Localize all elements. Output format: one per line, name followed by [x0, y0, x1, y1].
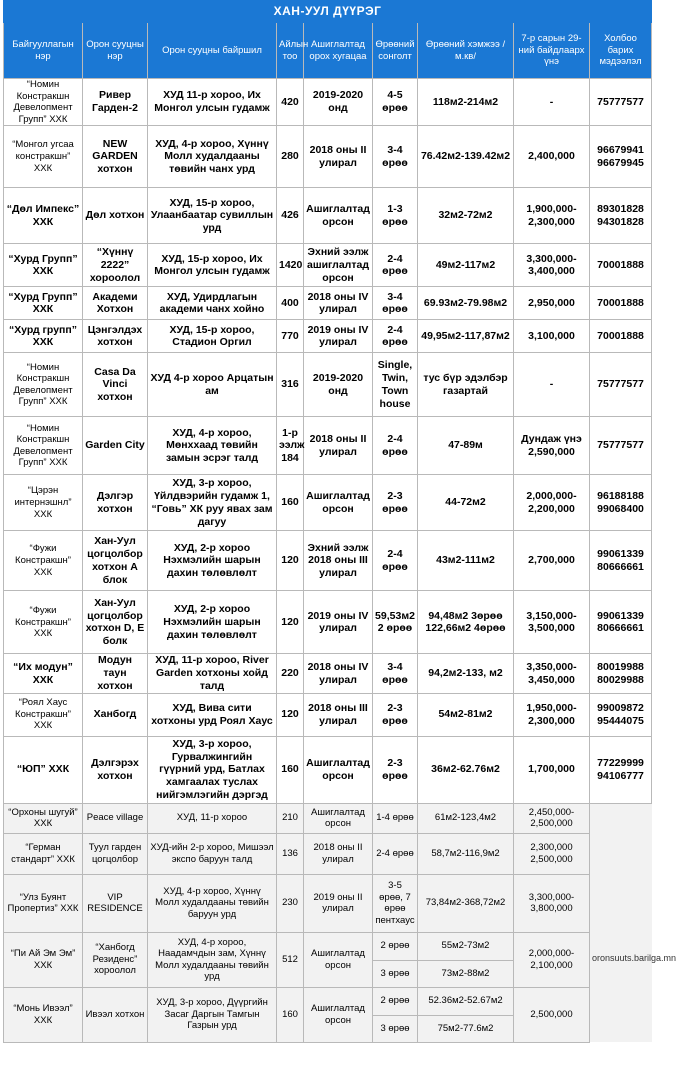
cell-developer: “Фужи Констракшн” ХХК — [4, 591, 83, 654]
cell-price: - — [514, 79, 590, 126]
table-row — [4, 244, 652, 287]
cell-project: Ивээл хотхон — [83, 987, 148, 1042]
table-row — [4, 353, 652, 417]
cell-rooms: 3-5 өрөө, 7 өрөө пентхаус — [373, 874, 418, 932]
cell-rooms: 1-4 өрөө — [373, 803, 418, 833]
cell-completion: Эхний ээлж 2018 оны III улирал — [304, 531, 373, 591]
cell-location: ХУД-ийн 2-р хороо, Мишээл экспо баруун талд — [148, 833, 277, 874]
table-row — [4, 833, 652, 874]
cell-completion: 2019-2020 онд — [304, 353, 373, 417]
cell-project: Ривер Гарден-2 — [83, 79, 148, 126]
cell-completion: 2018 оны III улирал — [304, 693, 373, 736]
cell-price: 1,700,000 — [514, 736, 590, 803]
cell-project: Garden City — [83, 417, 148, 475]
cell-developer: “Монь Ивээл” ХХК — [4, 987, 83, 1042]
table-row — [4, 736, 652, 803]
cell-location: ХУД, 2-р хороо Нэхмэлийн шарын дахин төлөвлөлт — [148, 531, 277, 591]
cell-price: 2,300,000 2,500,000 — [514, 833, 590, 874]
cell-rooms: 2-4 өрөө — [373, 244, 418, 287]
table-row — [4, 188, 652, 244]
cell-rooms: Single, Twin, Town house — [373, 353, 418, 417]
cell-phone: 99009872 95444075 — [590, 693, 652, 736]
cell-area: 36м2-62.76м2 — [418, 736, 514, 803]
cell-location: ХУД, 15-р хороо, Их Монгол улсын гудамж — [148, 244, 277, 287]
cell-area: 58,7м2-116,9м2 — [418, 833, 514, 874]
cell-rooms: 4-5 өрөө — [373, 79, 418, 126]
table-row — [4, 591, 652, 654]
cell-area: 44-72м2 — [418, 475, 514, 531]
cell-location: ХУД, 3-р хороо, Үйлдвэрийн гудамж 1, “Говь” ХК руу явах зам дагуу — [148, 475, 277, 531]
cell-location: ХУД, Удирдлагын академи чанх хойно — [148, 287, 277, 320]
table-row — [4, 126, 652, 188]
cell-units: 160 — [277, 475, 304, 531]
table-row — [4, 987, 652, 1015]
blank-cell — [590, 803, 652, 874]
cell-location: ХУД, 15-р хороо, Улаанбаатар сувиллын урд — [148, 188, 277, 244]
cell-project: Модун таун хотхон — [83, 654, 148, 693]
table-row — [4, 79, 652, 126]
cell-phone: 99061339 80666661 — [590, 591, 652, 654]
cell-rooms: 2-4 өрөө — [373, 531, 418, 591]
cell-project: Дөл хотхон — [83, 188, 148, 244]
cell-location: ХУД, 2-р хороо Нэхмэлийн шарын дахин төлөвлөлт — [148, 591, 277, 654]
page-title: ХАН-УУЛ ДҮҮРЭГ — [4, 1, 652, 23]
cell-location: ХУД, 4-р хороо, Хүннү Молл худалдааны төвийн баруун урд — [148, 874, 277, 932]
cell-price: 2,500,000 — [514, 987, 590, 1042]
cell-area: 49,95м2-117,87м2 — [418, 320, 514, 353]
col-header-developer: Байгууллагын нэр — [4, 23, 83, 79]
cell-area: 75м2-77.6м2 — [418, 1015, 514, 1042]
cell-project: Ханбогд — [83, 693, 148, 736]
cell-price: Дундаж үнэ 2,590,000 — [514, 417, 590, 475]
cell-area: 76.42м2-139.42м2 — [418, 126, 514, 188]
cell-area: 32м2-72м2 — [418, 188, 514, 244]
cell-developer: “ЮП” ХХК — [4, 736, 83, 803]
cell-units: 400 — [277, 287, 304, 320]
table-row — [4, 417, 652, 475]
cell-project: Дэлгэр хотхон — [83, 475, 148, 531]
cell-project: Хан-Уул цогцолбор хотхон А блок — [83, 531, 148, 591]
cell-units: 1420 — [277, 244, 304, 287]
cell-phone: 75777577 — [590, 353, 652, 417]
cell-units: 316 — [277, 353, 304, 417]
cell-phone: 99061339 80666661 — [590, 531, 652, 591]
cell-project: VIP RESIDENCE — [83, 874, 148, 932]
cell-completion: 2019-2020 онд — [304, 79, 373, 126]
col-header-price: 7-р сарын 29-ний байдлаарх үнэ — [514, 23, 590, 79]
cell-area: 73м2-88м2 — [418, 960, 514, 987]
cell-project: Peace village — [83, 803, 148, 833]
cell-units: 770 — [277, 320, 304, 353]
cell-phone: 75777577 — [590, 79, 652, 126]
cell-location: ХУД, 11-р хороо — [148, 803, 277, 833]
cell-location: ХУД, 15-р хороо, Стадион Оргил — [148, 320, 277, 353]
table-body-main — [4, 79, 652, 804]
cell-developer: “Улз Буянт Пропертиз” ХХК — [4, 874, 83, 932]
cell-developer: “Номин Констракшн Девелопмент Групп” ХХК — [4, 417, 83, 475]
cell-price: 1,900,000-2,300,000 — [514, 188, 590, 244]
col-header-rooms: Өрөөний сонголт — [373, 23, 418, 79]
cell-units: 160 — [277, 736, 304, 803]
cell-rooms: 2-3 өрөө — [373, 693, 418, 736]
cell-completion: 2019 оны II улирал — [304, 874, 373, 932]
cell-price: 1,950,000-2,300,000 — [514, 693, 590, 736]
cell-phone: 77229999 94106777 — [590, 736, 652, 803]
cell-location: ХУД, 4-р хороо, Хүннү Молл худалдааны төвийн чанх урд — [148, 126, 277, 188]
cell-units: 420 — [277, 79, 304, 126]
cell-project: Дэлгэрэх хотхон — [83, 736, 148, 803]
cell-rooms: 3-4 өрөө — [373, 654, 418, 693]
table-row — [4, 874, 652, 932]
cell-price: 2,400,000 — [514, 126, 590, 188]
source-credit: oronsuuts.barilga.mn — [590, 874, 652, 1042]
cell-completion: Ашиглалтад орсон — [304, 475, 373, 531]
cell-completion: 2019 оны IV улирал — [304, 591, 373, 654]
cell-developer: “Пи Ай Эм Эм” ХХК — [4, 932, 83, 987]
table-row — [4, 803, 652, 833]
cell-area: 94,2м2-133, м2 — [418, 654, 514, 693]
cell-area: 54м2-81м2 — [418, 693, 514, 736]
cell-price: 2,000,000-2,100,000 — [514, 932, 590, 987]
table-row — [4, 932, 652, 960]
cell-units: 426 — [277, 188, 304, 244]
col-header-phone: Холбоо барих мэдээлэл — [590, 23, 652, 79]
cell-completion: Эхний ээлж ашиглалтад орсон — [304, 244, 373, 287]
cell-project: NEW GARDEN хотхон — [83, 126, 148, 188]
cell-rooms: 2-4 өрөө — [373, 833, 418, 874]
cell-price: 3,300,000-3,800,000 — [514, 874, 590, 932]
cell-developer: “Роял Хаус Констракшн” ХХК — [4, 693, 83, 736]
cell-phone: 70001888 — [590, 320, 652, 353]
cell-developer: “Монгол угсаа констракшн” ХХК — [4, 126, 83, 188]
cell-completion: 2019 оны IV улирал — [304, 320, 373, 353]
cell-developer: “Хурд Групп” ХХК — [4, 287, 83, 320]
cell-developer: “Герман стандарт” ХХК — [4, 833, 83, 874]
cell-location: ХУД 4-р хороо Арцатын ам — [148, 353, 277, 417]
cell-developer: “Хурд Групп” ХХК — [4, 244, 83, 287]
cell-location: ХУД, 11-р хороо, River Garden хотхоны хойд талд — [148, 654, 277, 693]
cell-phone: 70001888 — [590, 287, 652, 320]
cell-area: 55м2-73м2 — [418, 932, 514, 960]
cell-project: Академи Хотхон — [83, 287, 148, 320]
cell-rooms: 3-4 өрөө — [373, 126, 418, 188]
cell-phone: 96188188 99068400 — [590, 475, 652, 531]
cell-area: тус бүр эдэлбэр газартай — [418, 353, 514, 417]
cell-rooms: 1-3 өрөө — [373, 188, 418, 244]
cell-completion: Ашиглалтад орсон — [304, 803, 373, 833]
cell-location: ХУД, 4-р хороо, Мөнххаад төвийн замын эсрэг талд — [148, 417, 277, 475]
cell-units: 160 — [277, 987, 304, 1042]
table-body-secondary — [4, 803, 676, 1042]
cell-project: Туул гарден цогцолбор — [83, 833, 148, 874]
col-header-units: Айлын тоо — [277, 23, 304, 79]
table-header — [4, 23, 652, 79]
col-header-completion: Ашиглалтад орох хугацаа — [304, 23, 373, 79]
table-row — [4, 320, 652, 353]
cell-units: 1-р ээлж 184 — [277, 417, 304, 475]
table-row — [4, 475, 652, 531]
col-header-project: Орон сууцны нэр — [83, 23, 148, 79]
cell-location: ХУД, 3-р хороо, Дүүргийн Засаг Даргын Тамгын Газрын урд — [148, 987, 277, 1042]
cell-units: 230 — [277, 874, 304, 932]
cell-project: Цэнгэлдэх хотхон — [83, 320, 148, 353]
cell-location: ХУД, 3-р хороо, Гурвалжингийн гүүрний урд, Батлах хамгаалах туслах нийгэмлэгийн дэргэд — [148, 736, 277, 803]
cell-phone: 75777577 — [590, 417, 652, 475]
cell-rooms: 3 өрөө — [373, 1015, 418, 1042]
cell-project: “Хүннү 2222” хороолол — [83, 244, 148, 287]
cell-price: 3,300,000-3,400,000 — [514, 244, 590, 287]
cell-units: 120 — [277, 591, 304, 654]
cell-price: 3,100,000 — [514, 320, 590, 353]
cell-developer: “Фужи Констракшн” ХХК — [4, 531, 83, 591]
cell-units: 512 — [277, 932, 304, 987]
cell-price: 3,150,000-3,500,000 — [514, 591, 590, 654]
cell-rooms: 2-4 өрөө — [373, 417, 418, 475]
cell-rooms: 3 өрөө — [373, 960, 418, 987]
cell-price: 2,450,000-2,500,000 — [514, 803, 590, 833]
cell-completion: 2018 оны II улирал — [304, 417, 373, 475]
cell-completion: Ашиглалтад орсон — [304, 188, 373, 244]
cell-phone: 70001888 — [590, 244, 652, 287]
table-row — [4, 531, 652, 591]
table-row — [4, 654, 652, 693]
cell-completion: 2018 оны IV улирал — [304, 287, 373, 320]
table-row — [4, 693, 652, 736]
cell-rooms: 2-3 өрөө — [373, 475, 418, 531]
cell-units: 120 — [277, 531, 304, 591]
cell-completion: 2018 оны II улирал — [304, 126, 373, 188]
cell-completion: 2018 оны II улирал — [304, 833, 373, 874]
cell-units: 220 — [277, 654, 304, 693]
cell-area: 118м2-214м2 — [418, 79, 514, 126]
cell-developer: “Хурд групп” ХХК — [4, 320, 83, 353]
cell-rooms: 2 өрөө — [373, 932, 418, 960]
cell-location: ХУД, 4-р хороо, Наадамчдын зам, Хүннү Молл худалдааны төвийн урд — [148, 932, 277, 987]
cell-area: 94,48м2 3өрөө 122,66м2 4өрөө — [418, 591, 514, 654]
cell-location: ХУД 11-р хороо, Их Монгол улсын гудамж — [148, 79, 277, 126]
cell-completion: Ашиглалтад орсон — [304, 932, 373, 987]
cell-rooms: 2 өрөө — [373, 987, 418, 1015]
cell-units: 210 — [277, 803, 304, 833]
cell-price: 2,000,000-2,200,000 — [514, 475, 590, 531]
cell-developer: “Дөл Импекс” ХХК — [4, 188, 83, 244]
cell-rooms: 2-3 өрөө — [373, 736, 418, 803]
cell-area: 69.93м2-79.98м2 — [418, 287, 514, 320]
cell-units: 120 — [277, 693, 304, 736]
cell-price: 2,700,000 — [514, 531, 590, 591]
cell-units: 280 — [277, 126, 304, 188]
cell-area: 49м2-117м2 — [418, 244, 514, 287]
cell-completion: Ашиглалтад орсон — [304, 736, 373, 803]
apartment-table — [3, 0, 676, 1043]
cell-phone: 89301828 94301828 — [590, 188, 652, 244]
cell-area: 47-89м — [418, 417, 514, 475]
cell-phone: 96679941 96679945 — [590, 126, 652, 188]
cell-area: 61м2-123,4м2 — [418, 803, 514, 833]
cell-developer: “Их модун” ХХК — [4, 654, 83, 693]
col-header-location: Орон сууцны байршил — [148, 23, 277, 79]
cell-area: 52.36м2-52.67м2 — [418, 987, 514, 1015]
cell-project: Casa Da Vinci хотхон — [83, 353, 148, 417]
cell-price: - — [514, 353, 590, 417]
cell-phone: 80019988 80029988 — [590, 654, 652, 693]
cell-developer: “Цэрэн интернэшнл” ХХК — [4, 475, 83, 531]
cell-developer: “Номин Констракшн Девелопмент Групп” ХХК — [4, 79, 83, 126]
cell-project: Хан-Уул цогцолбор хотхон D, E болк — [83, 591, 148, 654]
table-row — [4, 287, 652, 320]
cell-area: 73,84м2-368,72м2 — [418, 874, 514, 932]
cell-location: ХУД, Вива сити хотхоны урд Роял Хаус — [148, 693, 277, 736]
cell-rooms: 2-4 өрөө — [373, 320, 418, 353]
cell-completion: 2018 оны IV улирал — [304, 654, 373, 693]
col-header-area: Өрөөний хэмжээ /м.кв/ — [418, 23, 514, 79]
cell-developer: “Номин Констракшн Девелопмент Групп” ХХК — [4, 353, 83, 417]
cell-completion: Ашиглалтад орсон — [304, 987, 373, 1042]
cell-price: 3,350,000-3,450,000 — [514, 654, 590, 693]
cell-price: 2,950,000 — [514, 287, 590, 320]
cell-units: 136 — [277, 833, 304, 874]
cell-area: 43м2-111м2 — [418, 531, 514, 591]
cell-project: “Ханбогд Резиденс” хороолол — [83, 932, 148, 987]
cell-developer: “Орхоны шугуй” ХХК — [4, 803, 83, 833]
cell-rooms: 59,53м2 2 өрөө — [373, 591, 418, 654]
cell-rooms: 3-4 өрөө — [373, 287, 418, 320]
